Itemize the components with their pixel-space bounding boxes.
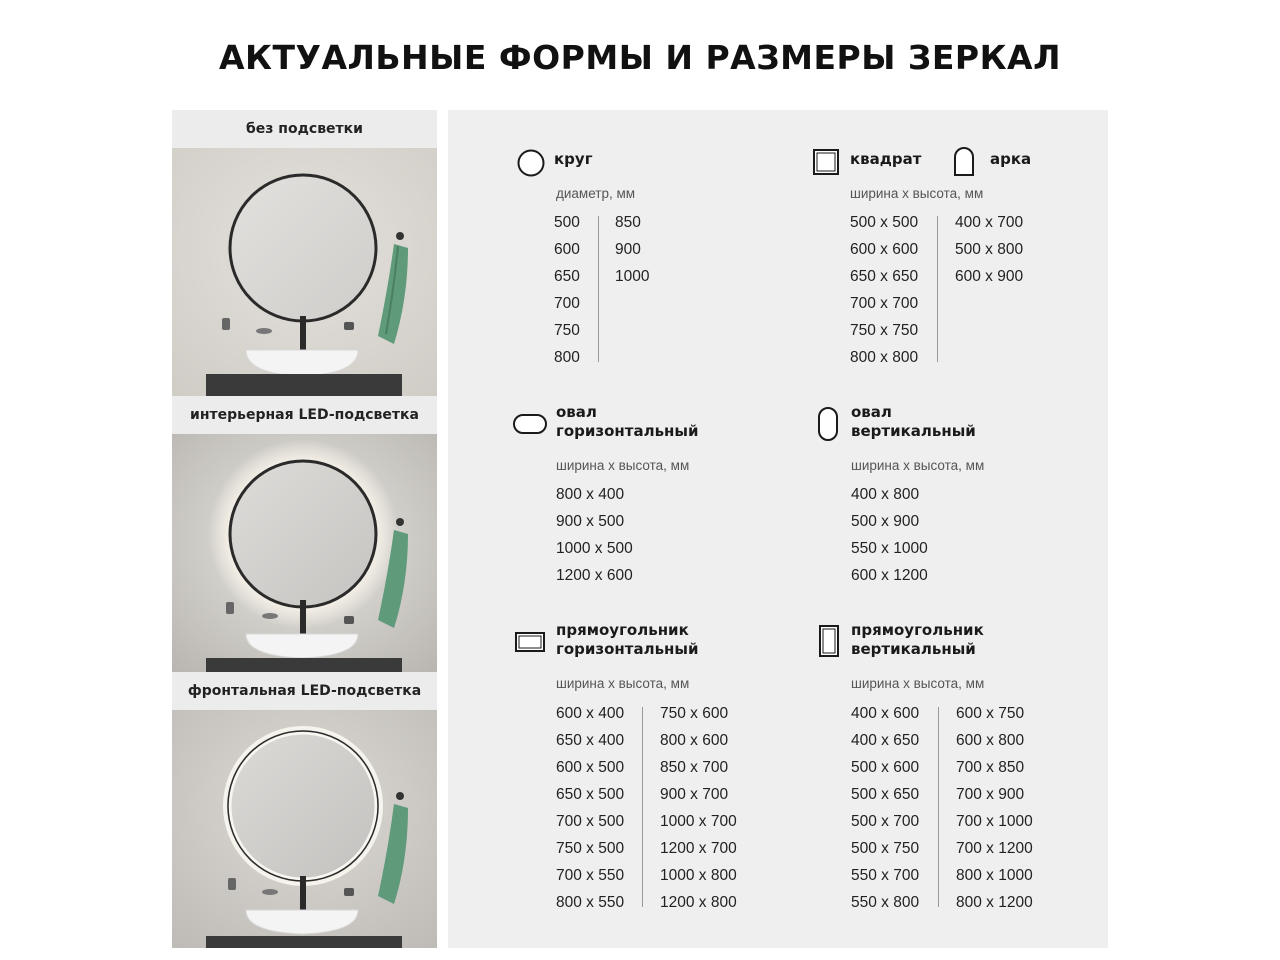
size-value: 850 [615, 214, 641, 231]
size-value: 900 х 700 [660, 786, 729, 803]
square-shape-name: квадрат [850, 150, 922, 168]
oval-horizontal-sizes [556, 486, 633, 594]
size-value: 800 [554, 349, 580, 366]
size-value: 1200 х 600 [556, 567, 633, 584]
size-value: 600 х 1200 [851, 567, 928, 584]
size-value: 600 [554, 241, 580, 258]
size-value: 750 х 500 [556, 840, 625, 857]
size-value: 700 х 1200 [956, 840, 1033, 857]
size-value: 600 х 750 [956, 705, 1025, 722]
size-value: 600 х 800 [956, 732, 1025, 749]
rectangle-vertical-shape-name [851, 621, 984, 659]
circle-sizes-col1 [554, 214, 580, 376]
circle-unit: диаметр, мм [556, 186, 636, 201]
oval-horizontal-unit: ширина х высота, мм [556, 458, 690, 473]
size-value: 750 х 750 [850, 322, 919, 339]
size-value: 900 [615, 241, 641, 258]
oval-vertical-sizes [851, 486, 928, 594]
square-arch-divider [937, 216, 938, 362]
rectangle-vertical-sizes-col2 [956, 705, 1033, 921]
rectangle-vertical-divider [938, 707, 939, 907]
size-value: 700 х 900 [956, 786, 1025, 803]
size-value: 500 [554, 214, 580, 231]
oval-vertical-unit: ширина х высота, мм [851, 458, 985, 473]
size-value: 1000 х 500 [556, 540, 633, 557]
square-shape-icon [812, 148, 840, 176]
size-value: 800 х 1200 [956, 894, 1033, 911]
photo-front-led [172, 710, 437, 948]
size-value: 500 х 700 [851, 813, 920, 830]
size-value: 700 х 850 [956, 759, 1025, 776]
size-value: 650 [554, 268, 580, 285]
circle-shape-name: круг [554, 150, 593, 168]
size-value: 1000 х 700 [660, 813, 737, 830]
size-value: 500 х 650 [851, 786, 920, 803]
oval-vertical-shape-name [851, 403, 976, 441]
oval-horizontal-shape-icon [512, 412, 548, 436]
size-value: 900 х 500 [556, 513, 625, 530]
rectangle-vertical-shape-icon [817, 624, 841, 658]
size-value: 700 х 550 [556, 867, 625, 884]
square-sizes [850, 214, 918, 376]
size-value: 800 х 600 [660, 732, 729, 749]
size-value: 500 х 600 [851, 759, 920, 776]
size-value: 400 х 800 [851, 486, 920, 503]
photo-caption-interior-led: интерьерная LED-подсветка [172, 396, 437, 434]
shape-name-line: горизонтальный [556, 640, 699, 658]
size-value: 1000 [615, 268, 650, 285]
rectangle-horizontal-sizes-col2 [660, 705, 737, 921]
rectangle-vertical-sizes-col1 [851, 705, 919, 921]
shape-name-line: вертикальный [851, 640, 976, 658]
size-value: 400 х 650 [851, 732, 920, 749]
shape-name-line: прямоугольник [851, 621, 984, 639]
size-value: 400 х 600 [851, 705, 920, 722]
size-value: 800 х 800 [850, 349, 919, 366]
size-value: 800 х 550 [556, 894, 625, 911]
sizes-panel [448, 110, 1108, 948]
size-value: 750 [554, 322, 580, 339]
size-value: 1200 х 700 [660, 840, 737, 857]
size-value: 800 х 400 [556, 486, 625, 503]
size-value: 700 х 1000 [956, 813, 1033, 830]
photo-column [172, 110, 437, 948]
rectangle-horizontal-sizes-col1 [556, 705, 624, 921]
oval-vertical-shape-icon [816, 406, 840, 442]
shape-name-line: вертикальный [851, 422, 976, 440]
oval-horizontal-shape-name [556, 403, 699, 441]
size-value: 800 х 1000 [956, 867, 1033, 884]
circle-shape-icon [516, 148, 546, 178]
photo-caption-front-led: фронтальная LED-подсветка [172, 672, 437, 710]
photo-interior-led [172, 434, 437, 672]
rectangle-horizontal-unit: ширина х высота, мм [556, 676, 690, 691]
size-value: 600 х 400 [556, 705, 625, 722]
size-value: 500 х 800 [955, 241, 1024, 258]
square-arch-unit: ширина х высота, мм [850, 186, 984, 201]
size-value: 600 х 900 [955, 268, 1024, 285]
size-value: 850 х 700 [660, 759, 729, 776]
rectangle-horizontal-shape-name [556, 621, 699, 659]
page-title: АКТУАЛЬНЫЕ ФОРМЫ И РАЗМЕРЫ ЗЕРКАЛ [218, 38, 1061, 77]
size-value: 500 х 500 [850, 214, 919, 231]
size-value: 700 [554, 295, 580, 312]
shape-name-line: горизонтальный [556, 422, 699, 440]
shape-name-line: овал [556, 403, 597, 421]
circle-sizes-col2 [615, 214, 649, 295]
size-value: 550 х 800 [851, 894, 920, 911]
size-value: 550 х 700 [851, 867, 920, 884]
arch-shape-icon [952, 145, 976, 177]
arch-sizes [955, 214, 1023, 295]
size-value: 600 х 600 [850, 241, 919, 258]
shape-name-line: овал [851, 403, 892, 421]
photo-caption-no-light: без подсветки [172, 110, 437, 148]
size-value: 700 х 500 [556, 813, 625, 830]
size-value: 650 х 400 [556, 732, 625, 749]
rectangle-horizontal-shape-icon [514, 630, 546, 654]
size-value: 550 х 1000 [851, 540, 928, 557]
photo-no-light [172, 148, 437, 396]
size-value: 400 х 700 [955, 214, 1024, 231]
size-value: 650 х 650 [850, 268, 919, 285]
size-value: 700 х 700 [850, 295, 919, 312]
size-value: 650 х 500 [556, 786, 625, 803]
circle-divider [598, 216, 599, 362]
rectangle-horizontal-divider [642, 707, 643, 907]
size-value: 500 х 750 [851, 840, 920, 857]
size-value: 600 х 500 [556, 759, 625, 776]
size-value: 500 х 900 [851, 513, 920, 530]
size-value: 1200 х 800 [660, 894, 737, 911]
shape-name-line: прямоугольник [556, 621, 689, 639]
size-value: 750 х 600 [660, 705, 729, 722]
rectangle-vertical-unit: ширина х высота, мм [851, 676, 985, 691]
arch-shape-name: арка [990, 150, 1032, 168]
size-value: 1000 х 800 [660, 867, 737, 884]
